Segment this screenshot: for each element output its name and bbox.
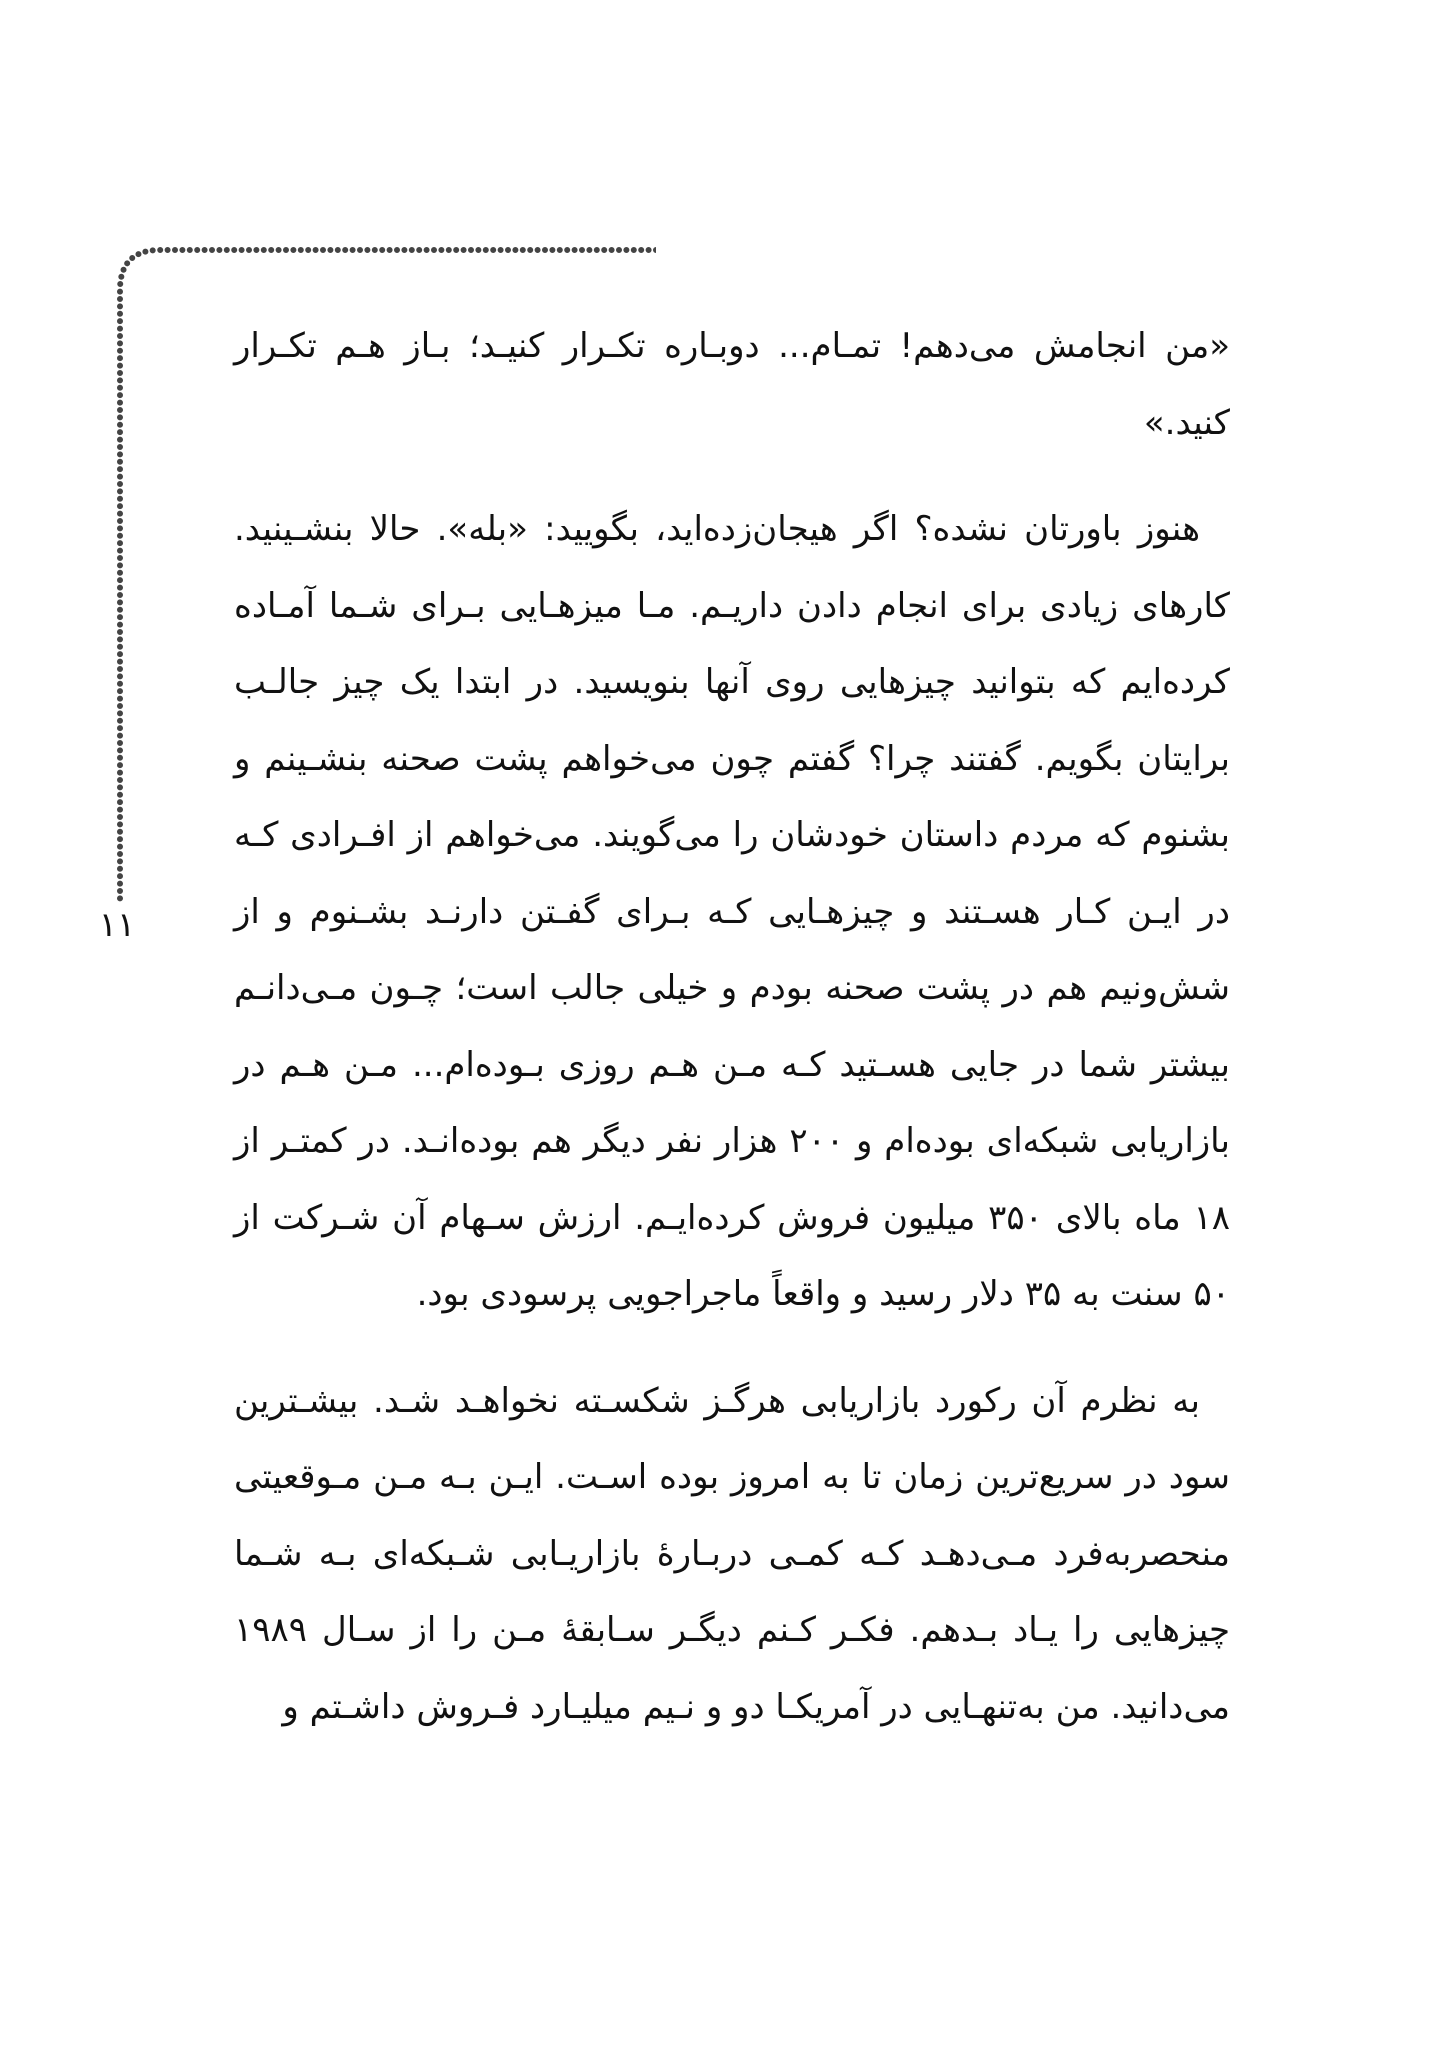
paragraph: به نظرم آن رکورد بازاریابی هرگـز شکسـته نخواهـد شـد. بیشـترین سود در سریع‌ترین زمان تا به امروز بوده اسـت. ایـن بـه مـن مـوقعیتی منحصربه‌فرد مـی‌دهـد کـه کمـی دربـارهٔ بازاریـابی شـبکه‌ای بـه شـما چیزهایی را یـاد بـدهم. فکـر کـنم دیگـر سـابقهٔ مـن را از سـال ۱۹۸۹ می‌دانید. من به‌تنهـایی در آمریکـا دو و نـیم میلیـارد فـروش داشـتم و bbox=[234, 1380, 1230, 1727]
paragraph: هنوز باورتان نشده؟ اگر هیجان‌زده‌اید، بگویید: «بله». حالا بنشـینید. کارهای زیادی برای انجام دادن داریـم. مـا میزهـایی بـرای شـما آمـاده کرده‌ایم که بتوانید چیزهایی روی آنها بنویسید. در ابتدا یک چیز جالـب برایتان بگویم. گفتند چرا؟ گفتم چون می‌خواهم پشت صحنه بنشـینم و بشنوم که مردم داستان خودشان را می‌گویند. می‌خواهم از افـرادی کـه در ایـن کـار هسـتند و چیزهـایی کـه بـرای گفـتن دارنـد بشـنوم و از شش‌ونیم هم در پشت صحنه بودم و خیلی جالب است؛ چـون مـی‌دانـم بیشتر شما در جایی هسـتید کـه مـن هـم روزی بـوده‌ام... مـن هـم در بازاریابی شبکه‌ای بوده‌ام و ۲۰۰ هزار نفر دیگر هم بوده‌انـد. در کمتـر از ۱۸ ماه بالای ۳۵۰ میلیون فروش کرده‌ایـم. ارزش سـهام آن شـرکت از ۵۰ سنت به ۳۵ دلار رسید و واقعاً ماجراجویی پرسودی بود. bbox=[234, 509, 1231, 1314]
paragraph-quote: «من انجامش می‌دهم! تمـام... دوبـاره تکـرار کنیـد؛ بـاز هـم تکـرار کنید.» bbox=[234, 326, 1230, 443]
page-number: ۱۱ bbox=[98, 905, 136, 945]
body-text bbox=[234, 308, 1230, 1745]
